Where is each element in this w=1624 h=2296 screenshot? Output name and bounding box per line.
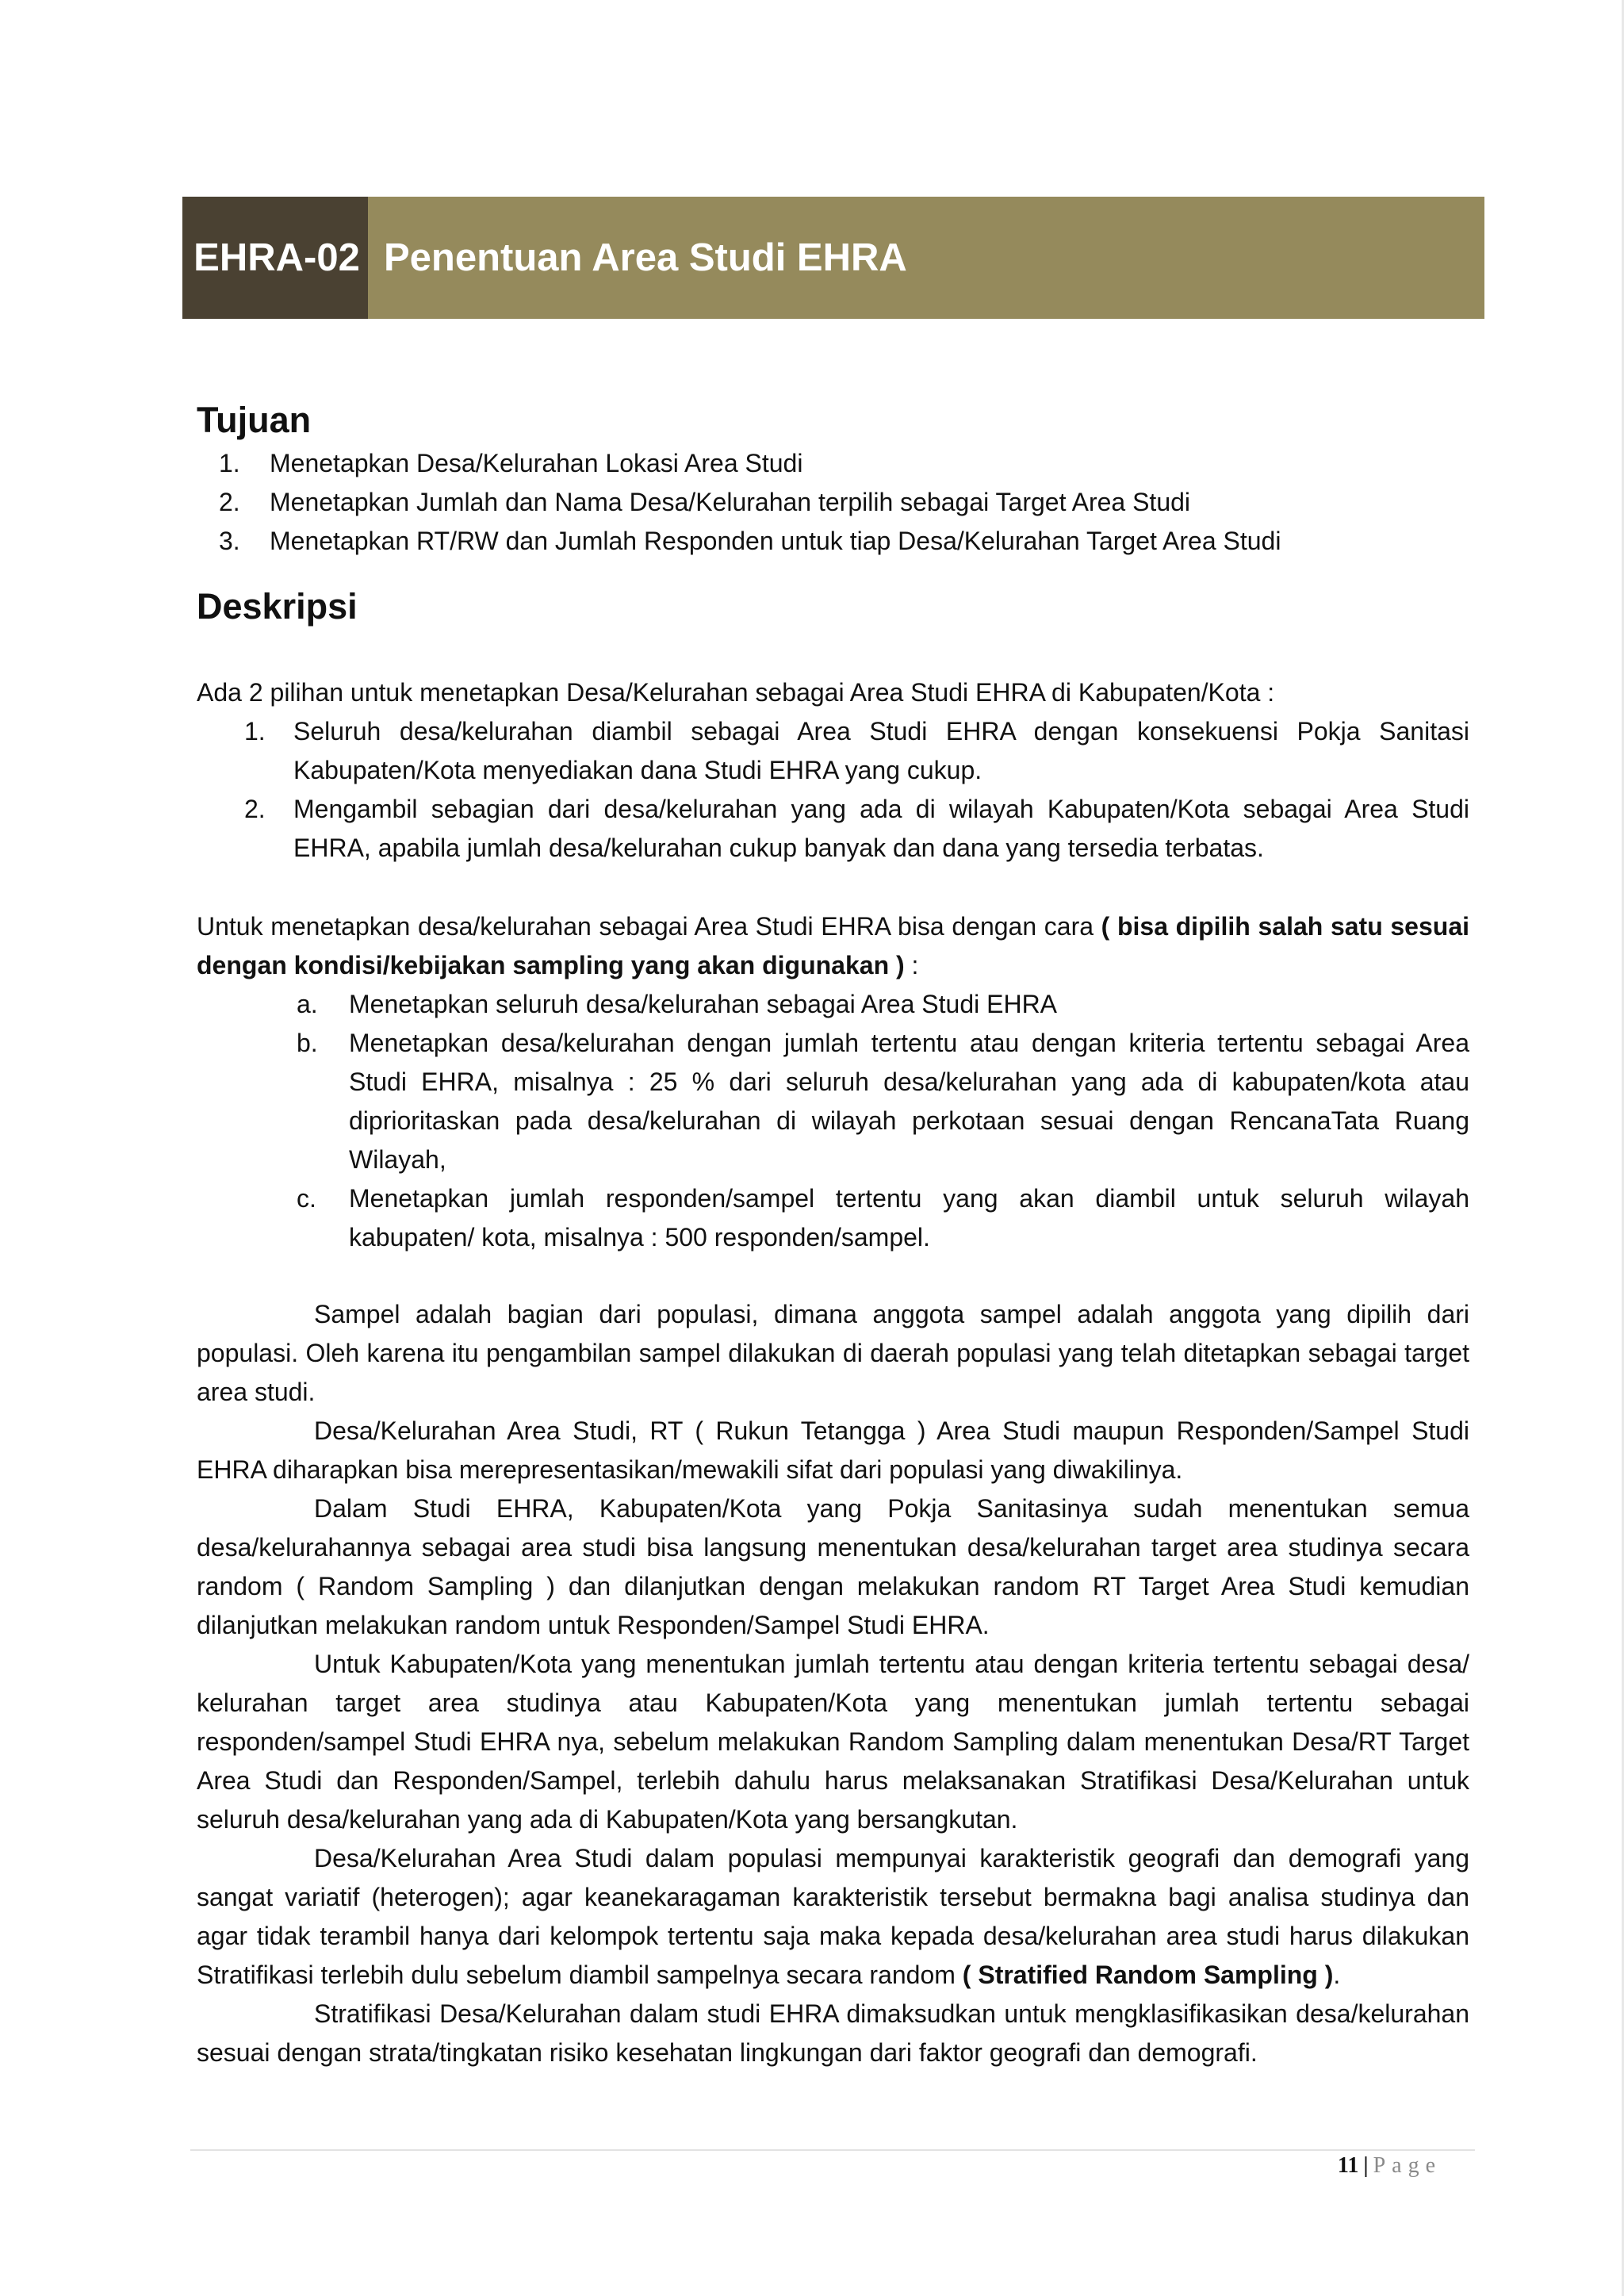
paragraph-tail: . [1333,1961,1341,1989]
section-code: EHRA-02 [182,197,368,319]
paragraph: Dalam Studi EHRA, Kabupaten/Kota yang Pokja Sanitasinya sudah menentukan semua desa/kelurahannya sebagai area studi bisa langsung menentukan desa/kelurahan target area studinya secara random ( Random Sampling ) dan dilanjutkan dengan melakukan random RT Target Area Studi kemudian dilanjutkan melakukan random untuk Responden/Sampel Studi EHRA. [197,1494,1469,1639]
paragraph: Desa/Kelurahan Area Studi, RT ( Rukun Tetangga ) Area Studi maupun Responden/Sampel Studi EHRA diharapkan bisa merepresentasikan/mewakili sifat dari populasi yang diwakilinya. [197,1416,1469,1484]
footer-divider [190,2149,1475,2151]
paragraph-emphasis: ( Stratified Random Sampling ) [962,1961,1334,1989]
list-letter: c. [297,1184,316,1213]
list-item [197,483,1469,522]
list-item [197,790,1469,868]
page-content [197,397,1469,2072]
intro-text: Ada 2 pilihan untuk menetapkan Desa/Kelurahan sebagai Area Studi EHRA di Kabupaten/Kota : [197,678,1275,707]
list-letter: a. [297,990,318,1018]
list-text: Menetapkan jumlah responden/sampel tertentu yang akan diambil untuk seluruh wilayah kabupaten/ kota, misalnya : 500 responden/sampel. [349,1184,1469,1251]
list-text: Mengambil sebagian dari desa/kelurahan yang ada di wilayah Kabupaten/Kota sebagai Area Studi EHRA, apabila jumlah desa/kelurahan cukup banyak dan dana yang tersedia terbatas. [293,795,1469,862]
list-number: 1. [244,717,266,746]
list-item [197,1179,1469,1257]
list-text: Menetapkan seluruh desa/kelurahan sebagai Area Studi EHRA [349,990,1058,1018]
footer-separator: | [1363,2153,1369,2178]
paragraph: Sampel adalah bagian dari populasi, dimana anggota sampel adalah anggota yang dipilih dari populasi. Oleh karena itu pengambilan sampel dilakukan di daerah populasi yang telah ditetapkan sebagai target area studi. [197,1300,1469,1406]
list-text: Menetapkan desa/kelurahan dengan jumlah tertentu atau dengan kriteria tertentu sebagai Area Studi EHRA, misalnya : 25 % dari seluruh desa/kelurahan yang ada di kabupaten/kota atau diprioritaskan pada desa/kelurahan di wilayah perkotaan sesuai dengan RencanaTata Ruang Wilayah, [349,1029,1469,1174]
heading-tujuan: Tujuan [197,400,312,440]
option-list [197,712,1469,868]
list-text: Seluruh desa/kelurahan diambil sebagai Area Studi EHRA dengan konsekuensi Pokja Sanitasi Kabupaten/Kota menyediakan dana Studi EHRA yang cukup. [293,717,1469,784]
list-item [197,712,1469,790]
paragraph-lead: Desa/Kelurahan Area Studi dalam populasi mempunyai karakteristik geografi dan demografi yang sangat variatif (heterogen); agar keanekaragaman karakteristik tersebut bermakna bagi analisa studinya dan agar tidak terambil hanya dari kelompok tertentu saja maka kepada desa/kelurahan area studi harus dilakukan Stratifikasi terlebih dulu sebelum diambil sampelnya secara random [197,1844,1469,1989]
list-item [197,1024,1469,1179]
paragraph [197,1839,1469,1995]
list-item [197,985,1469,1024]
goal-list [197,444,1469,561]
list-letter: b. [297,1029,318,1057]
list-item [197,444,1469,483]
heading-deskripsi: Deskripsi [197,586,358,627]
method-lead: Untuk menetapkan desa/kelurahan sebagai Area Studi EHRA bisa dengan cara [197,912,1101,941]
method-list [197,985,1469,1257]
section-title: Penentuan Area Studi EHRA [368,197,1484,319]
page-label: Page [1373,2153,1442,2178]
list-number: 2. [219,488,240,516]
paragraph: Stratifikasi Desa/Kelurahan dalam studi EHRA dimaksudkan untuk mengklasifikasikan desa/kelurahan sesuai dengan strata/tingkatan risiko kesehatan lingkungan dari faktor geografi dan demografi. [197,1999,1469,2067]
method-emphasis: ( bisa dipilih salah satu sesuai dengan kondisi/kebijakan sampling yang akan digunakan ) [197,912,1470,979]
body-paragraphs [197,1295,1469,2072]
method-tail: : [904,951,919,979]
paragraph: Untuk Kabupaten/Kota yang menentukan jumlah tertentu atau dengan kriteria tertentu sebagai desa/ kelurahan target area studinya atau Kabupaten/Kota yang menentukan jumlah tertentu sebagai responden/sampel Studi EHRA nya, sebelum melakukan Random Sampling dalam menentukan Desa/RT Target Area Studi dan Responden/Sampel, terlebih dahulu harus melaksanakan Stratifikasi Desa/Kelurahan untuk seluruh desa/kelurahan yang ada di Kabupaten/Kota yang bersangkutan. [197,1650,1469,1834]
list-number: 3. [219,527,240,555]
list-number: 1. [219,449,240,477]
list-text: Menetapkan RT/RW dan Jumlah Responden untuk tiap Desa/Kelurahan Target Area Studi [270,527,1281,555]
section-header [182,197,1484,319]
list-number: 2. [244,795,266,823]
list-item [197,522,1469,561]
page-footer [1338,2150,1442,2182]
list-text: Menetapkan Jumlah dan Nama Desa/Kelurahan terpilih sebagai Target Area Studi [270,488,1191,516]
page-number: 11 [1337,2153,1359,2178]
method-text [197,907,1469,985]
list-text: Menetapkan Desa/Kelurahan Lokasi Area Studi [270,449,803,477]
